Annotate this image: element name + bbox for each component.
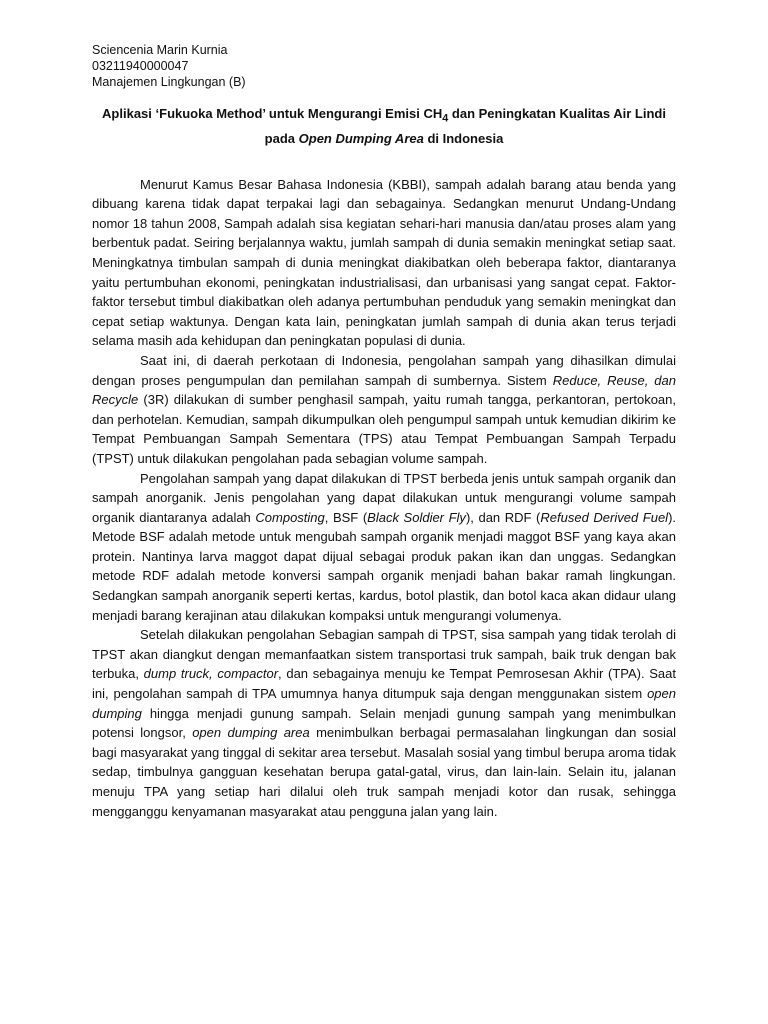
document-title [92,104,676,149]
paragraph-4-part-b: , dan sebagainya menuju ke Tempat Pemrosesan Akhir (TPA). Saat ini, pengolahan sampah di TPA umumnya hanya ditumpuk saja dengan menggunakan sistem [92,666,677,702]
title-italic: Open Dumping Area [298,130,424,146]
paragraph-4-part-a: Setelah dilakukan pengolahan Sebagian sampah di TPST, sisa sampah yang tidak terolah di TPST akan diangkut dengan memanfaatkan sistem transportasi truk sampah, baik truk dengan bak terbuka, [92,627,676,682]
paragraph-3-part-c: ), dan RDF ( [465,509,541,525]
paragraph-3-part-a: Pengolahan sampah yang dapat dilakukan di TPST berbeda jenis untuk sampah organik dan sampah anorganik. Jenis pengolahan yang dapat dilakukan untuk mengurangi volume sampah organik diantaranya adalah [92,470,676,525]
title-line-1-end: dan Peningkatan Kualitas Air Lindi [448,106,666,121]
paragraph-1 [92,175,676,351]
paragraph-2-part-b: (3R) dilakukan di sumber penghasil sampah, yaitu rumah tangga, perkantoran, pertokoan, dan perhotelan. Kemudian, sampah dikumpulkan oleh pengumpul sampah untuk kemudian dikirim ke Tempat Pembuangan Sampah Sementara (TPS) atau Tempat Pembuangan Sampah Terpadu (TPST) untuk dilakukan pengolahan pada sebagian volume sampah. [92,392,676,466]
title-line-1-start: Aplikasi ‘Fukuoka Method’ untuk Mengurangi Emisi CH [102,106,443,121]
paragraph-4 [92,625,676,821]
title-line-2-start: pada [264,130,299,146]
title-line-2 [92,129,676,149]
author-name: Sciencenia Marin Kurnia [92,43,228,57]
course-name: Manajemen Lingkungan (B) [92,75,246,89]
author-block [92,42,676,90]
title-line-2-end: di Indonesia [423,130,504,146]
paragraph-2-italic: Reduce, Reuse, dan Recycle [92,372,676,408]
paragraph-4-part-d: menimbulkan berbagai permasalahan lingkungan dan sosial bagi masyarakat yang tinggal di sekitar area tersebut. Masalah sosial yang timbul berupa aroma tidak sedap, timbulnya gangguan kesehatan berupa gatal-gatal, virus, dan lain-lain. Selain itu, jalanan menuju TPA yang setiap hari dilalui oleh truk sampah menjadi kotor dan rusak, sehingga mengganggu kenyamanan masyarakat atau pengguna jalan yang lain. [92,725,676,819]
paragraph-3-italic-3: Refused Derived Fuel [540,509,669,525]
student-id: 03211940000047 [92,59,189,73]
paragraph-3-italic-1: Composting [255,509,325,525]
title-line-1 [92,104,676,129]
paragraph-1-text: Menurut Kamus Besar Bahasa Indonesia (KBBI), sampah adalah barang atau benda yang dibuang karena tidak dapat terpakai lagi dan sebagainya. Sedangkan menurut Undang-Undang nomor 18 tahun 2008, Sampah adalah sisa kegiatan sehari-hari manusia dan/atau proses alam yang berbentuk padat. Seiring berjalannya waktu, jumlah sampah di dunia semakin meningkat setiap saat. Meningkatnya timbulan sampah di dunia meningkat diakibatkan oleh beberapa faktor, diantaranya yaitu pertumbuhan ekonomi, peningkatan industrialisasi, dan urbanisasi yang sangat cepat. Faktor-faktor tersebut timbul diakibatkan oleh adanya pertumbuhan penduduk yang semakin meningkat dan cepat setiap waktunya. Dengan kata lain, peningkatan jumlah sampah di dunia akan terus terjadi selama masih ada kehidupan dan peningkatan populasi di dunia. [92,176,676,349]
title-subscript: 4 [442,112,449,125]
paragraph-3-italic-2: Black Soldier Fly [367,509,466,525]
paragraph-3-part-d: ). Metode BSF adalah metode untuk mengubah sampah organik menjadi maggot BSF yang kaya akan protein. Nantinya larva maggot dapat dijual sebagai produk pakan ikan dan unggas. Sedangkan metode RDF adalah metode konversi sampah organik menjadi bahan bakar ramah lingkungan. Sedangkan sampah anorganik seperti kertas, kardus, botol plastik, dan botol kaca akan didaur ulang menjadi barang kerajinan atau dilakukan kompaksi untuk mengurangi volumenya. [92,509,677,623]
paragraph-4-italic-3: open dumping area [192,725,310,741]
paragraph-2-part-a: Saat ini, di daerah perkotaan di Indonesia, pengolahan sampah yang dihasilkan dimulai dengan proses pengumpulan dan pemilahan sampah di sumbernya. Sistem [92,352,676,388]
paragraph-3-part-b: , BSF ( [324,509,368,525]
paragraph-3 [92,469,676,626]
paragraph-4-italic-2: open dumping [92,686,676,721]
paragraph-4-italic-1: dump truck, compactor [143,666,279,682]
document-page [92,42,676,821]
paragraph-2 [92,351,676,469]
paragraph-4-part-c: hingga menjadi gunung sampah. Selain menjadi gunung sampah yang menimbulkan potensi longsor, [92,705,676,741]
